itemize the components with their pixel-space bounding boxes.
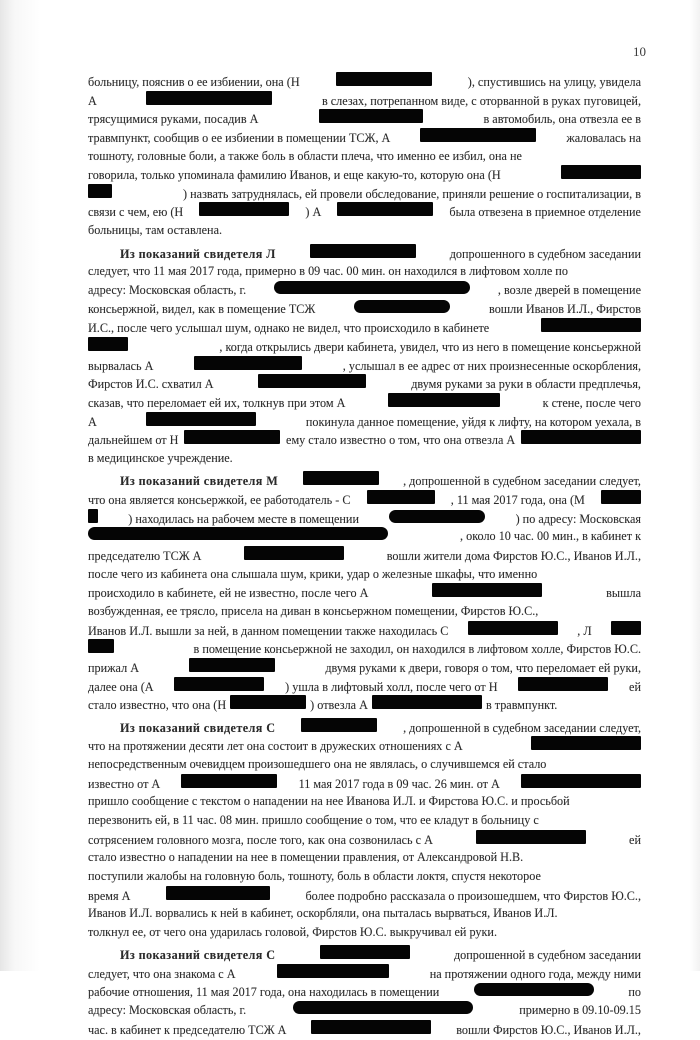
text-line bbox=[88, 811, 641, 830]
text-segment: ему стало известно о том, что она отвезла А bbox=[286, 433, 516, 448]
text-segment: травмпункт, сообщив о ее избиении в помещении ТСЖ, А bbox=[88, 130, 391, 145]
text-line bbox=[88, 393, 641, 412]
text-segment: ) отвезла А bbox=[310, 698, 368, 713]
text-segment: вошли жители дома Фирстов Ю.С., Иванов И.Л., bbox=[386, 549, 641, 564]
text-line bbox=[88, 244, 641, 263]
text-segment: Из показаний свидетеля М bbox=[120, 474, 279, 489]
text-line bbox=[88, 755, 641, 774]
text-line bbox=[88, 72, 641, 91]
text-segment: двумя руками за руки в области предплечья, bbox=[411, 377, 641, 392]
redaction-block bbox=[277, 964, 389, 978]
text-segment: происходило в кабинете, ей не известно, после чего А bbox=[88, 586, 369, 601]
text-line bbox=[88, 91, 641, 110]
text-segment: трясущимися руками, посадив А bbox=[88, 112, 259, 127]
text-segment: более подробно рассказала о произошедшем, что Фирстов Ю.С., bbox=[305, 888, 641, 903]
text-line bbox=[88, 262, 641, 281]
redaction-block bbox=[518, 677, 608, 691]
text-segment: Из показаний свидетеля Л bbox=[120, 246, 276, 261]
text-segment: рабочие отношения, 11 мая 2017 года, она находилась в помещении bbox=[88, 984, 440, 999]
text-segment: возбужденная, ее трясло, присела на диван в консьержном помещении, Фирстов Ю.С., bbox=[88, 603, 539, 618]
text-segment: допрошенного в судебном заседании bbox=[449, 246, 641, 261]
text-segment: в слезах, потрепанном виде, с оторванной в руках пуговицей, bbox=[321, 93, 641, 108]
text-segment: что она является консьержкой, ее работодатель - С bbox=[88, 493, 351, 508]
redaction-block bbox=[531, 736, 641, 750]
redaction-block bbox=[199, 202, 289, 216]
text-segment: ) ушла в лифтовый холл, после чего от Н bbox=[285, 679, 498, 694]
text-line bbox=[88, 621, 641, 640]
text-segment: стало известно о нападении на нее в помещении правления, от Александровой Н.В. bbox=[88, 850, 524, 865]
redaction-block bbox=[432, 583, 542, 597]
document-body bbox=[88, 72, 641, 1039]
text-segment: Иванов И.Л. ворвались к ней в кабинет, оскорбляли, она пыталась вырваться, Иванов И.Л. bbox=[88, 906, 558, 921]
redaction-block bbox=[166, 886, 270, 900]
redaction-block bbox=[521, 430, 641, 444]
text-segment: вошли Фирстов Ю.С., Иванов И.Л., bbox=[456, 1023, 641, 1038]
text-line bbox=[88, 695, 641, 714]
text-segment: к стене, после чего bbox=[542, 395, 641, 410]
text-line bbox=[88, 677, 641, 696]
text-segment: ) по адресу: Московская bbox=[515, 511, 641, 526]
text-segment: ) находилась на рабочем месте в помещении bbox=[128, 511, 359, 526]
text-segment: в медицинское учреждение. bbox=[88, 450, 233, 465]
text-segment: время А bbox=[88, 888, 131, 903]
redaction-block bbox=[244, 546, 344, 560]
text-line bbox=[88, 509, 641, 528]
text-segment: А bbox=[88, 414, 97, 429]
text-segment: в травмпункт. bbox=[485, 698, 558, 713]
redaction-block bbox=[301, 718, 377, 732]
text-segment: стало известно, что она (Н bbox=[88, 698, 227, 713]
text-line bbox=[88, 736, 641, 755]
text-line bbox=[88, 774, 641, 793]
text-segment: пришло сообщение с текстом о нападении на нее Иванова И.Л. и Фирстова Ю.С. и просьбой bbox=[88, 794, 570, 809]
redaction-block bbox=[174, 677, 264, 691]
redaction-block bbox=[230, 695, 306, 709]
text-segment: покинула данное помещение, уйдя к лифту, на котором уехала, в bbox=[305, 414, 641, 429]
text-line bbox=[88, 867, 641, 886]
text-segment: ей bbox=[629, 832, 641, 847]
text-line bbox=[88, 602, 641, 621]
text-segment: , Л bbox=[577, 623, 592, 638]
text-segment: , 11 мая 2017 года, она (М bbox=[450, 493, 585, 508]
text-segment: вышла bbox=[606, 586, 641, 601]
text-line bbox=[88, 449, 641, 468]
redaction-block bbox=[611, 621, 641, 635]
redaction-block bbox=[468, 621, 558, 635]
text-line bbox=[88, 128, 641, 147]
text-segment: Из показаний свидетеля С bbox=[120, 948, 276, 963]
text-segment: председателю ТСЖ А bbox=[88, 549, 202, 564]
text-line bbox=[88, 848, 641, 867]
text-segment: на протяжении одного года, между ними bbox=[429, 967, 641, 982]
text-line bbox=[88, 109, 641, 128]
text-line bbox=[88, 904, 641, 923]
text-segment: И.С., после чего услышал шум, однако не видел, что происходило в кабинете bbox=[88, 321, 490, 336]
text-line bbox=[88, 527, 641, 546]
text-line bbox=[88, 983, 641, 1002]
redaction-block bbox=[88, 639, 114, 653]
text-line bbox=[88, 184, 641, 203]
text-line bbox=[88, 430, 641, 449]
redaction-block bbox=[476, 830, 586, 844]
redaction-block bbox=[310, 244, 416, 258]
text-line bbox=[88, 356, 641, 375]
redaction-block bbox=[88, 527, 388, 540]
redaction-block bbox=[88, 509, 98, 523]
text-line bbox=[88, 412, 641, 431]
redaction-block bbox=[258, 374, 366, 388]
text-line bbox=[88, 830, 641, 849]
redaction-block bbox=[561, 165, 641, 179]
text-line bbox=[88, 792, 641, 811]
text-segment: , около 10 час. 00 мин., в кабинет к bbox=[460, 529, 641, 544]
text-segment: прижал А bbox=[88, 660, 140, 675]
text-line bbox=[88, 337, 641, 356]
redaction-block bbox=[372, 695, 482, 709]
text-segment: далее она (А bbox=[88, 679, 154, 694]
redaction-block bbox=[474, 983, 594, 996]
text-segment: говорила, только упоминала фамилию Иванов, и еще какую-то, которую она (Н bbox=[88, 168, 501, 183]
text-segment: , возле дверей в помещение bbox=[497, 283, 641, 298]
text-line bbox=[88, 202, 641, 221]
text-segment: следует, что она знакома с А bbox=[88, 967, 236, 982]
text-segment: , допрошенной в судебном заседании следует, bbox=[403, 720, 641, 735]
page-number: 10 bbox=[633, 44, 646, 59]
text-segment: вырвалась А bbox=[88, 358, 154, 373]
redaction-block bbox=[146, 91, 272, 105]
text-segment: ей bbox=[629, 679, 641, 694]
text-segment: , допрошенной в судебном заседании следует, bbox=[403, 474, 641, 489]
text-segment: связи с чем, ею (Н bbox=[88, 205, 184, 220]
text-segment: Иванов И.Л. вышли за ней, в данном помещении также находилась С bbox=[88, 623, 449, 638]
text-line bbox=[88, 923, 641, 942]
text-segment: больницы, там оставлена. bbox=[88, 223, 223, 238]
text-segment: вошли Иванов И.Л., Фирстов bbox=[489, 301, 641, 316]
text-segment: Фирстов И.С. схватил А bbox=[88, 377, 214, 392]
text-segment: дальнейшем от Н bbox=[88, 433, 179, 448]
text-line bbox=[88, 945, 641, 964]
redaction-block bbox=[354, 300, 450, 313]
text-segment: час. в кабинет к председателю ТСЖ А bbox=[88, 1023, 287, 1038]
redaction-block bbox=[189, 658, 275, 672]
redaction-block bbox=[88, 337, 128, 351]
redaction-block bbox=[320, 945, 410, 959]
text-segment: 11 мая 2017 года в 09 час. 26 мин. от А bbox=[298, 776, 500, 791]
text-segment: непосредственным очевидцем произошедшего она не являлась, о случившемся ей стало bbox=[88, 757, 547, 772]
redaction-block bbox=[319, 109, 423, 123]
text-segment: тошноту, головные боли, а также боль в области плеча, что именно ее избил, она не bbox=[88, 148, 522, 163]
text-line bbox=[88, 658, 641, 677]
text-segment: в помещение консьержной не заходил, он находился в лифтовом холле, Фирстов Ю.С. bbox=[193, 642, 641, 657]
text-line bbox=[88, 964, 641, 983]
text-line bbox=[88, 221, 641, 240]
redaction-block bbox=[389, 510, 485, 523]
redaction-block bbox=[337, 202, 433, 216]
text-segment: что на протяжении десяти лет она состоит в дружеских отношениях с А bbox=[88, 739, 463, 754]
text-segment: ), спустившись на улицу, увидела bbox=[467, 75, 641, 89]
text-line bbox=[88, 374, 641, 393]
text-segment: двумя руками к двери, говоря о том, что переломает ей руки, bbox=[325, 660, 641, 675]
text-line bbox=[88, 718, 641, 737]
redaction-block bbox=[194, 356, 302, 370]
text-segment: консьержной, видел, как в помещение ТСЖ bbox=[88, 301, 316, 316]
redaction-block bbox=[274, 281, 470, 294]
text-segment: А bbox=[88, 93, 97, 108]
text-segment: ) назвать затруднялась, ей провели обследование, приняли решение о госпитализации, в bbox=[183, 186, 641, 201]
redaction-block bbox=[184, 430, 280, 444]
text-line bbox=[88, 318, 641, 337]
redaction-block bbox=[88, 184, 112, 198]
text-segment: по bbox=[628, 984, 641, 999]
text-line bbox=[88, 1020, 641, 1039]
redaction-block bbox=[420, 128, 536, 142]
text-segment: перезвонить ей, в 11 час. 08 мин. пришло сообщение о том, что ее кладут в больницу с bbox=[88, 812, 539, 827]
redaction-block bbox=[521, 774, 641, 788]
text-line bbox=[88, 565, 641, 584]
text-segment: примерно в 09.10-09.15 bbox=[519, 1003, 641, 1018]
redaction-block bbox=[336, 72, 432, 86]
text-segment: толкнул ее, от чего она ударилась головой, Фирстов Ю.С. выкручивал ей руки. bbox=[88, 924, 498, 939]
text-segment: ) А bbox=[305, 205, 322, 220]
text-line bbox=[88, 281, 641, 300]
text-segment: после чего из кабинета она слышала шум, крики, удар о железные шкафы, что именно bbox=[88, 566, 538, 581]
text-segment: поступили жалобы на головную боль, тошноту, боль в области локтя, спустя некоторое bbox=[88, 868, 541, 883]
text-line bbox=[88, 1001, 641, 1020]
text-line bbox=[88, 471, 641, 490]
text-segment: , услышал в ее адрес от них произнесенные оскорбления, bbox=[342, 358, 641, 373]
text-line bbox=[88, 147, 641, 166]
text-segment: допрошенной в судебном заседании bbox=[453, 948, 641, 963]
text-line bbox=[88, 639, 641, 658]
text-line bbox=[88, 165, 641, 184]
redaction-block bbox=[601, 490, 641, 504]
text-segment: была отвезена в приемное отделение bbox=[449, 205, 641, 220]
redaction-block bbox=[388, 393, 500, 407]
text-segment: жаловалась на bbox=[566, 130, 641, 145]
text-segment: известно от А bbox=[88, 776, 161, 791]
text-segment: сотрясением головного мозга, после того, как она созвонилась с А bbox=[88, 832, 433, 847]
redaction-block bbox=[181, 774, 277, 788]
text-segment: больницу, пояснив о ее избиении, она (Н bbox=[88, 75, 300, 89]
redaction-block bbox=[367, 490, 435, 504]
text-segment: , когда открылись двери кабинета, увидел, что из него в помещение консьержной bbox=[219, 339, 641, 354]
redaction-block bbox=[146, 412, 256, 426]
text-segment: следует, что 11 мая 2017 года, примерно в 09 час. 00 мин. он находился в лифтовом холле по bbox=[88, 264, 568, 279]
text-line bbox=[88, 886, 641, 905]
text-segment: адресу: Московская область, г. bbox=[88, 283, 247, 298]
text-segment: сказав, что переломает ей их, толкнув при этом А bbox=[88, 395, 346, 410]
redaction-block bbox=[293, 1001, 473, 1014]
text-line bbox=[88, 490, 641, 509]
redaction-block bbox=[311, 1020, 431, 1034]
text-segment: в автомобиль, она отвезла ее в bbox=[483, 112, 641, 127]
text-segment: адресу: Московская область, г. bbox=[88, 1003, 247, 1018]
text-segment: Из показаний свидетеля С bbox=[120, 720, 276, 735]
text-line bbox=[88, 300, 641, 319]
redaction-block bbox=[303, 471, 379, 485]
text-line bbox=[88, 546, 641, 565]
redaction-block bbox=[541, 318, 641, 332]
text-line bbox=[88, 583, 641, 602]
